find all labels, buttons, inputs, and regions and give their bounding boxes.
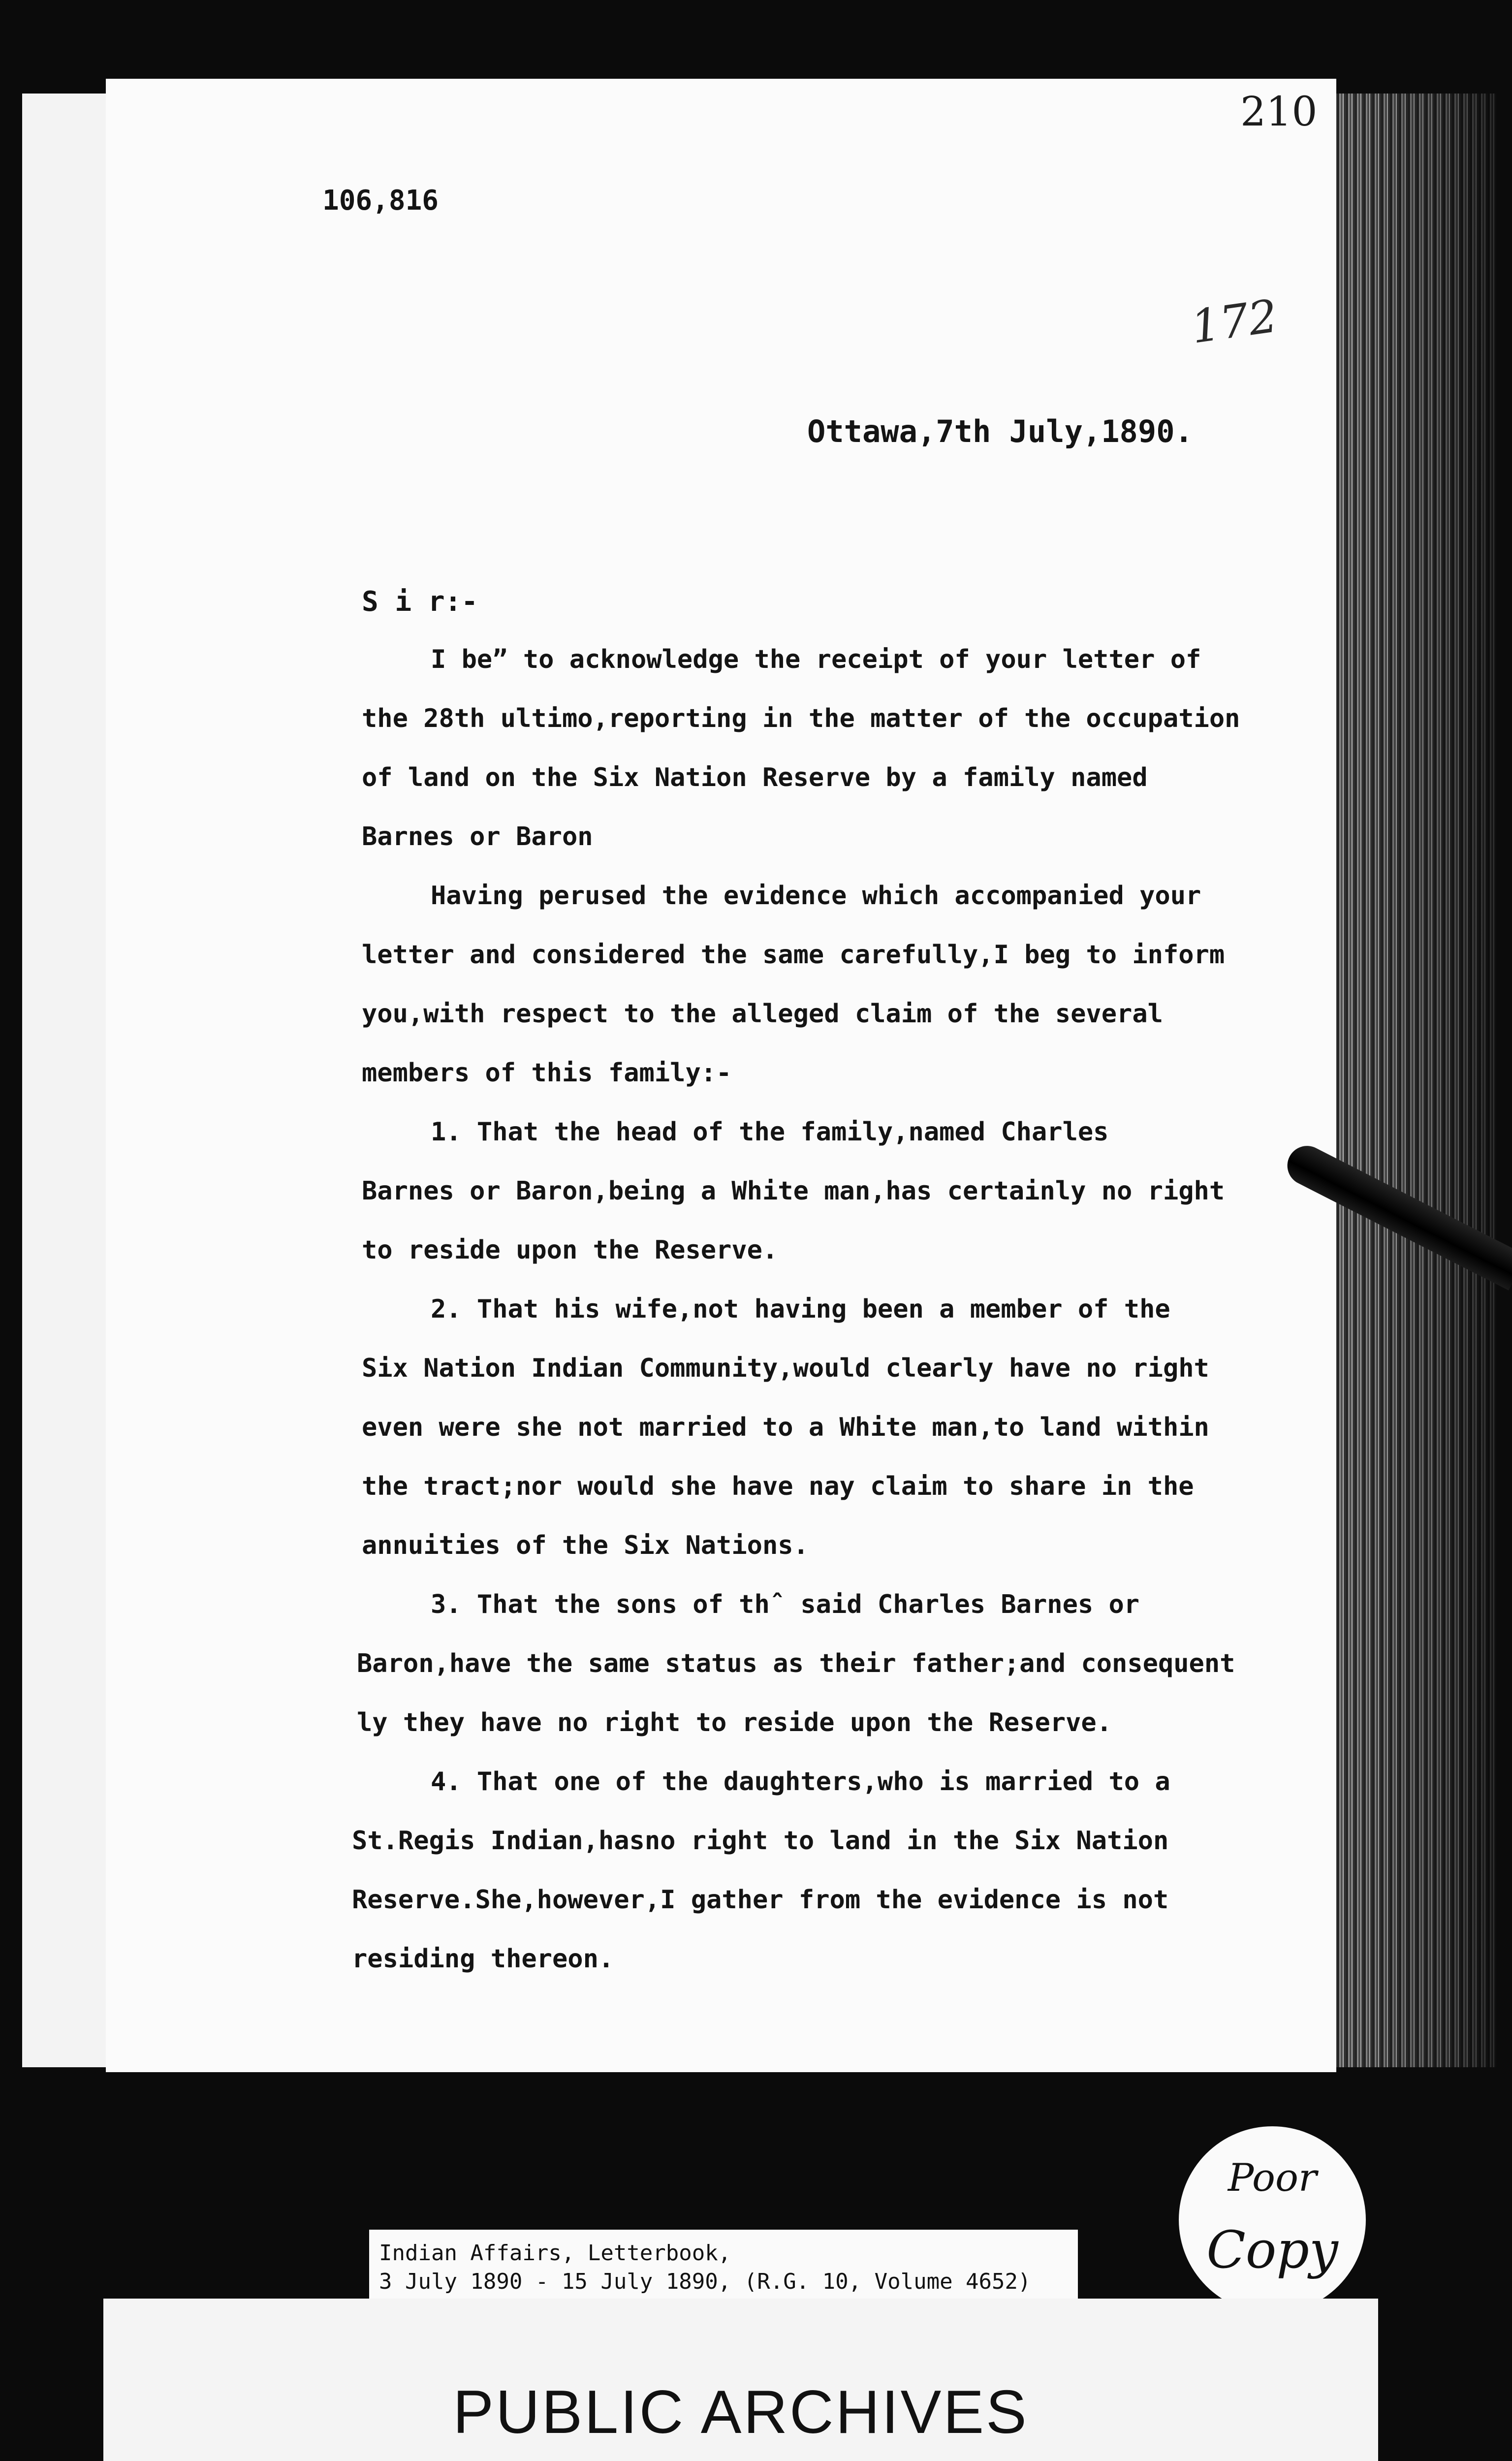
citation-line: Indian Affairs, Letterbook, [379,2240,731,2266]
handwritten-number: 172 [1188,289,1281,354]
page-number: 210 [1240,89,1318,135]
archives-banner [103,2299,1378,2461]
citation-label [369,2230,1078,2303]
body-line: the tract;nor would she have nay claim to share in the [362,1472,1194,1501]
body-line: I be” to acknowledge the receipt of your letter of [431,645,1201,674]
body-line: members of this family:- [362,1058,732,1088]
body-line: Barnes or Baron,being a White man,has certainly no right [362,1176,1225,1206]
archives-title-english: PUBLIC ARCHIVES [453,2378,1029,2446]
file-number: 106,816 [322,185,439,217]
place-date: Ottawa,7th July,1890. [807,413,1193,449]
book-page-edges-shadow [1319,94,1496,2067]
body-line: letter and considered the same carefully,I beg to inform [362,940,1225,970]
body-line: Six Nation Indian Community,would clearly have no right [362,1354,1209,1383]
body-line: of land on the Six Nation Reserve by a family named [362,763,1148,792]
body-line: 1. That the head of the family,named Charles [431,1117,1109,1147]
body-line: 3. That the sons of thˆ said Charles Barnes or [431,1590,1140,1619]
body-line: St.Regis Indian,hasno right to land in the Six Nation [352,1826,1169,1856]
poor-copy-stamp [1179,2126,1366,2313]
body-line: you,with respect to the alleged claim of the several [362,999,1163,1029]
body-line: residing thereon. [352,1944,614,1974]
body-line: 4. That one of the daughters,who is married to a [431,1767,1170,1797]
body-line: ly they have no right to reside upon the Reserve. [357,1708,1112,1737]
body-line: 2. That his wife,not having been a member of the [431,1294,1170,1324]
body-line: annuities of the Six Nations. [362,1531,809,1560]
body-line: Barnes or Baron [362,822,593,852]
salutation: S i r:- [362,586,478,618]
body-line: Baron,have the same status as their father;and consequent [357,1649,1235,1678]
body-line: Reserve.She,however,I gather from the evidence is not [352,1885,1169,1915]
stamp-text: Copy [1206,2220,1338,2280]
citation-line: 3 July 1890 - 15 July 1890, (R.G. 10, Volume 4652) [379,2269,1031,2294]
body-line: to reside upon the Reserve. [362,1235,778,1265]
body-line: the 28th ultimo,reporting in the matter of the occupation [362,704,1240,733]
body-line: even were she not married to a White man,to land within [362,1413,1209,1442]
body-line: Having perused the evidence which accompanied your [431,881,1201,911]
stamp-text: Poor [1228,2156,1317,2200]
